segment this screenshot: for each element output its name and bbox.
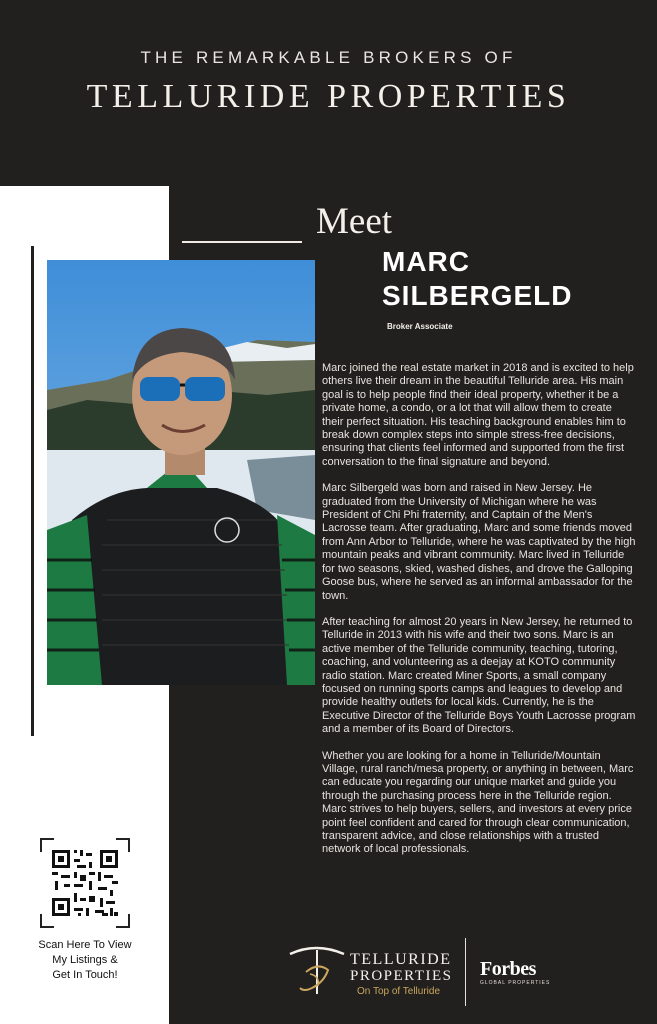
logo-tagline: On Top of Telluride	[357, 986, 441, 997]
bio-paragraph-3: After teaching for almost 20 years in New Jersey, he returned to Telluride in 2013 with his wife and their two sons. Marc is an active member of the Telluride community, teaching, tutoring, coaching, and volunteering as a deejay at KOTO community radio station. Marc created Miner Sports, a small company focused on running sports camps and leagues to develop and provide healthy outlets for local kids. Currently, he is the Executive Director of the Telluride Boys Youth Lacrosse program and a member of its Board of Directors.	[322, 615, 636, 736]
logo-divider	[465, 938, 466, 1006]
meet-heading: Meet	[316, 201, 393, 242]
header-banner	[0, 0, 657, 186]
forbes-logo-subtitle: GLOBAL PROPERTIES	[480, 980, 551, 986]
header-title: TELLURIDE PROPERTIES	[86, 78, 571, 115]
logo-text-line-2: PROPERTIES	[350, 968, 453, 984]
bio-paragraph-1: Marc joined the real estate market in 2018 and is excited to help others live their dream in the beautiful Telluride area. His main goal is to help people find their ideal property, whether it be a private home, a condo, or a lot that will allow them to create their perfect situation. His teaching background enables him to break down complex steps into simple stress-free decisions, ensuring that clients feel informed and supported from the first conversation to the final signature and beyond.	[322, 362, 634, 468]
broker-first-name: MARC	[382, 246, 470, 277]
qr-caption-line-3: Get In Touch!	[52, 969, 118, 981]
forbes-logo: Forbes	[480, 958, 536, 980]
broker-last-name: SILBERGELD	[382, 280, 573, 311]
vertical-divider	[31, 246, 34, 736]
broker-bio	[322, 362, 636, 870]
broker-title: Broker Associate	[387, 322, 453, 331]
qr-caption-line-1: Scan Here To View	[38, 939, 132, 951]
qr-caption	[20, 938, 150, 983]
broker-photo	[47, 260, 315, 685]
horizontal-divider	[182, 241, 302, 243]
logo-text-line-1: TELLURIDE	[350, 951, 452, 968]
bio-paragraph-2: Marc Silbergeld was born and raised in New Jersey. He graduated from the University of Michigan where he was President of Chi Phi fraternity, and Captain of the Men's Lacrosse team. After graduating, Marc and some friends moved from Ann Arbor to Telluride, where he was captivated by the high mountain peaks and vibrant community. Marc lived in Telluride for two seasons, skied, washed dishes, and drove the Galloping Goose bus, where he served as an informal ambassador for the town.	[322, 482, 636, 602]
broker-name	[382, 245, 572, 313]
qr-caption-line-2: My Listings &	[52, 954, 118, 966]
bio-paragraph-4: Whether you are looking for a home in Telluride/Mountain Village, rural ranch/mesa property, or anything in between, Marc can educate you regarding our unique market and guide you through the purchasing process here in the Telluride region. Marc strives to help buyers, sellers, and investors at every price point feel confident and cared for through clear communication, transparent advice, and close relationships with a trusted network of local professionals.	[322, 749, 634, 856]
qr-code[interactable]	[40, 838, 130, 928]
header-subtitle: THE REMARKABLE BROKERS OF	[140, 48, 517, 67]
